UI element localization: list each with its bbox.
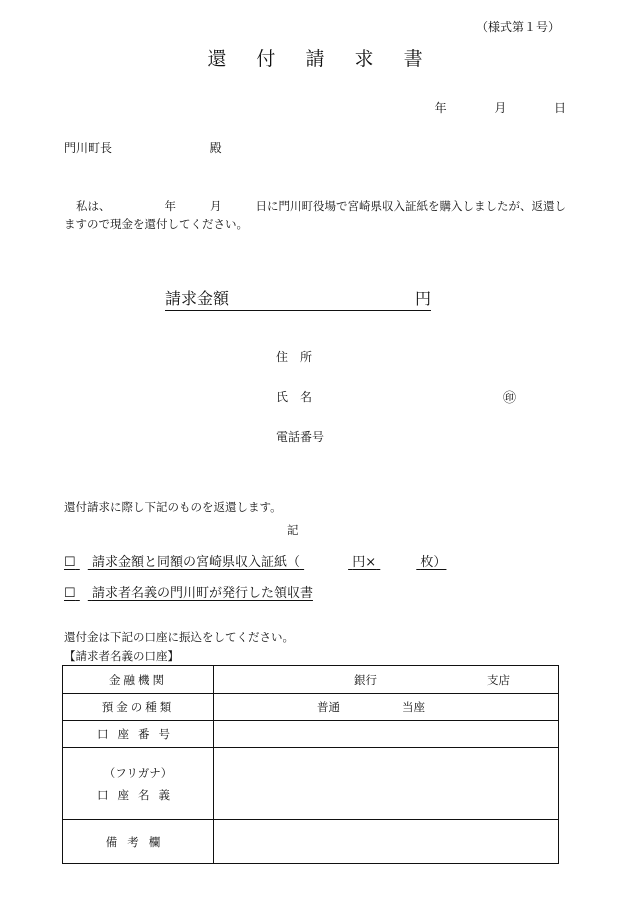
ki-heading: 記: [287, 523, 299, 537]
statement-year: 年: [164, 199, 176, 213]
statement-month: 月: [210, 199, 222, 213]
date-day: 日: [553, 101, 566, 115]
date-line: [435, 99, 566, 116]
type-label: 預金の種類: [101, 700, 175, 714]
holder-label: 口座名義: [97, 787, 179, 802]
number-value-cell[interactable]: [214, 721, 559, 748]
furigana-label: （フリガナ）: [103, 765, 173, 780]
claim-amount-unit: 円: [414, 289, 431, 308]
transfer-note: 還付金は下記の口座に振込をしてください。: [64, 630, 294, 644]
remarks-label-cell: [63, 820, 214, 864]
number-label: 口座番号: [97, 727, 179, 741]
name-label: 氏 名: [276, 390, 313, 404]
bank-value-cell[interactable]: [214, 666, 559, 694]
form-number: （様式第１号）: [475, 20, 560, 34]
type-value-cell[interactable]: [214, 694, 559, 721]
statement-prefix: 私は、: [76, 199, 111, 213]
holder-label-cell: [63, 748, 214, 820]
type-current[interactable]: 当座: [402, 700, 425, 714]
number-label-cell: [63, 721, 214, 748]
checklist-item-text: 請求金額と同額の宮崎県収入証紙（: [91, 555, 300, 570]
return-note: 還付請求に際し下記のものを返還します。: [64, 500, 282, 514]
bank-label: 金融機関: [109, 672, 167, 687]
title-char: 還: [207, 48, 227, 70]
checklist-item-stamps: [64, 551, 446, 570]
checkbox-icon[interactable]: ☐: [64, 586, 76, 601]
statement-suffix: 日に門川町役場で宮崎県収入証紙を購入しましたが、返還しますので現金を還付してください。: [64, 199, 566, 231]
checklist-item-receipt: [64, 582, 313, 601]
date-month: 月: [494, 101, 507, 115]
seal-mark: ㊞: [503, 391, 517, 406]
address-label: 住 所: [276, 350, 313, 364]
checklist-item-yen: 円×: [352, 555, 377, 570]
type-label-cell: [63, 694, 214, 721]
remarks-label: 備考欄: [105, 834, 171, 849]
account-section-label: 【請求者名義の口座】: [64, 649, 179, 663]
request-statement: [64, 197, 570, 233]
title-char: 書: [403, 48, 423, 70]
addressee-name: 門川町長: [64, 141, 113, 155]
checklist-item-sheets: 枚）: [420, 555, 447, 570]
account-table: [62, 665, 559, 864]
checkbox-icon[interactable]: ☐: [64, 555, 76, 570]
phone-label: 電話番号: [276, 430, 325, 444]
claim-amount-line: [165, 286, 431, 311]
checklist-item-text: 請求者名義の門川町が発行した領収書: [91, 586, 313, 601]
title-char: 求: [354, 48, 374, 70]
type-ordinary[interactable]: 普通: [317, 700, 340, 714]
document-title: [0, 44, 630, 71]
branch-suffix: 支店: [487, 672, 510, 687]
date-year: 年: [434, 101, 447, 115]
bank-label-cell: [63, 666, 214, 694]
addressee-honorific: 殿: [209, 141, 222, 155]
title-char: 付: [256, 48, 276, 70]
title-char: 請: [305, 48, 325, 70]
bank-suffix: 銀行: [354, 672, 377, 687]
addressee: [64, 139, 222, 156]
holder-value-cell[interactable]: [214, 748, 559, 820]
remarks-value-cell[interactable]: [214, 820, 559, 864]
claim-amount-label: 請求金額: [165, 289, 230, 308]
